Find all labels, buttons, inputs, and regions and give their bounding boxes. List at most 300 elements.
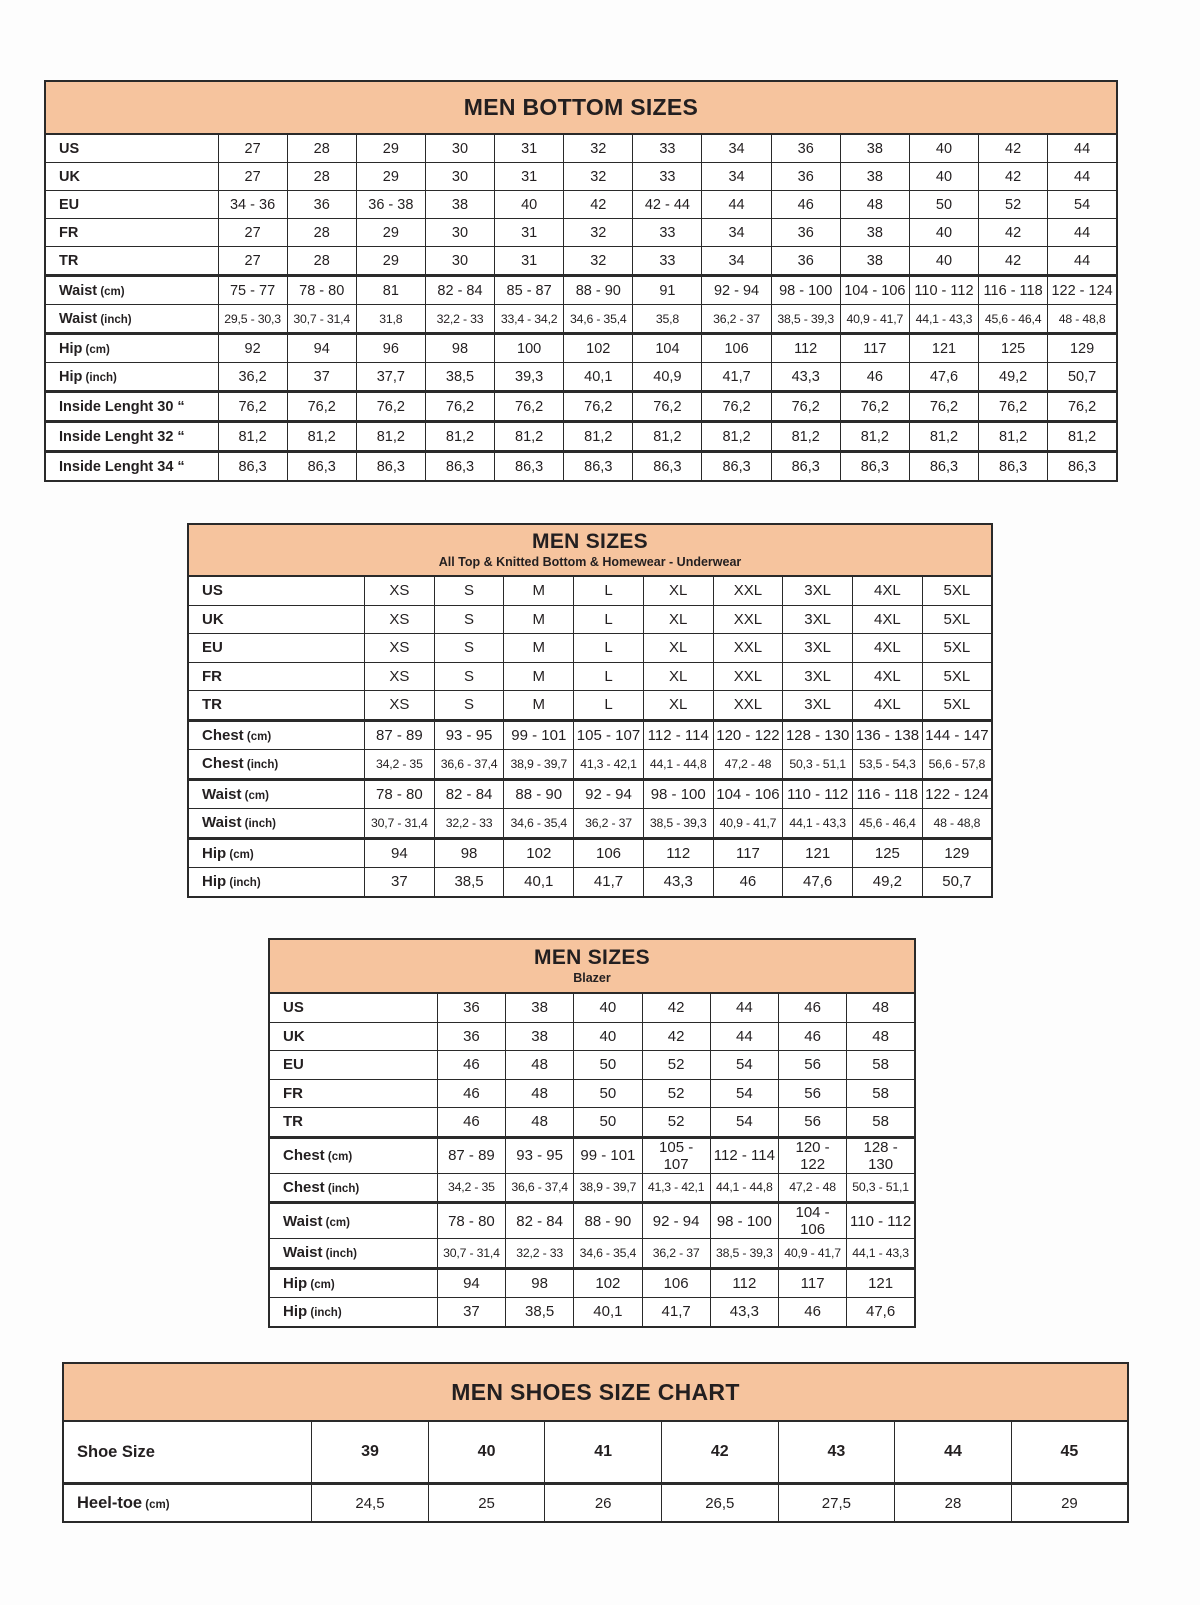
cell-value: 88 - 90 bbox=[574, 1203, 642, 1239]
row-label-text: Waist bbox=[59, 310, 98, 327]
cell-value: 36,6 - 37,4 bbox=[434, 750, 504, 780]
cell-value: 44 bbox=[1048, 219, 1117, 247]
cell-value: 36 - 38 bbox=[356, 191, 425, 219]
row-label bbox=[45, 334, 218, 363]
cell-value: 40,1 bbox=[574, 1298, 642, 1327]
cell-value: 42 bbox=[642, 993, 710, 1022]
cell-value: 38 bbox=[425, 191, 494, 219]
cell-value: 27 bbox=[218, 134, 287, 163]
cell-value: 34 bbox=[702, 134, 771, 163]
row-label-text: Hip bbox=[202, 844, 227, 862]
cell-value: 39,3 bbox=[495, 363, 564, 392]
table-row bbox=[269, 1298, 915, 1327]
cell-value: 85 - 87 bbox=[495, 276, 564, 305]
row-label bbox=[269, 1079, 437, 1108]
table-row bbox=[188, 779, 992, 809]
cell-value: S bbox=[434, 691, 504, 721]
cell-value: 78 - 80 bbox=[364, 779, 434, 809]
cell-value: 76,2 bbox=[356, 392, 425, 422]
row-label-text: Waist bbox=[283, 1244, 323, 1262]
cell-value: 41,7 bbox=[642, 1298, 710, 1327]
row-label bbox=[269, 1022, 437, 1051]
row-label-text: Waist bbox=[283, 1212, 323, 1230]
row-label-text: Shoe Size bbox=[77, 1442, 155, 1461]
cell-value: 33,4 - 34,2 bbox=[495, 305, 564, 334]
row-label bbox=[269, 1203, 437, 1239]
row-label bbox=[63, 1421, 312, 1484]
cell-value: 76,2 bbox=[218, 392, 287, 422]
row-label-text: US bbox=[283, 999, 304, 1017]
cell-value: 36 bbox=[771, 219, 840, 247]
row-label-text: TR bbox=[59, 252, 79, 269]
cell-value: 129 bbox=[922, 838, 992, 868]
cell-value: 144 - 147 bbox=[922, 720, 992, 750]
row-label-text: Hip bbox=[202, 873, 227, 891]
cell-value: 44 bbox=[1048, 163, 1117, 191]
cell-value: 31 bbox=[495, 247, 564, 276]
cell-value: 28 bbox=[895, 1484, 1012, 1523]
cell-value: 50,7 bbox=[1048, 363, 1117, 392]
row-label-text: Hip bbox=[59, 340, 83, 357]
cell-value: 48 bbox=[506, 1051, 574, 1080]
cell-value: 40,9 - 41,7 bbox=[840, 305, 909, 334]
cell-value: 98 - 100 bbox=[710, 1203, 778, 1239]
cell-value: 86,3 bbox=[633, 452, 702, 482]
cell-value: 3XL bbox=[783, 691, 853, 721]
cell-value: 41,3 - 42,1 bbox=[574, 750, 644, 780]
cell-value: 46 bbox=[437, 1108, 505, 1138]
row-label bbox=[45, 363, 218, 392]
row-label-text: US bbox=[59, 140, 80, 157]
cell-value: 54 bbox=[710, 1051, 778, 1080]
cell-value: 93 - 95 bbox=[506, 1137, 574, 1173]
cell-value: 50 bbox=[574, 1079, 642, 1108]
cell-value: 30 bbox=[425, 163, 494, 191]
cell-value: 36 bbox=[287, 191, 356, 219]
cell-value: 98 - 100 bbox=[771, 276, 840, 305]
cell-value: 39 bbox=[312, 1421, 429, 1484]
cell-value: 38,5 bbox=[425, 363, 494, 392]
row-label bbox=[45, 305, 218, 334]
cell-value: 54 bbox=[710, 1108, 778, 1138]
cell-value: 116 - 118 bbox=[853, 779, 923, 809]
cell-value: 31 bbox=[495, 219, 564, 247]
cell-value: 40 bbox=[909, 163, 978, 191]
table-subtitle: All Top & Knitted Bottom & Homewear - Underwear bbox=[438, 555, 742, 570]
cell-value: 4XL bbox=[853, 662, 923, 691]
cell-value: 56 bbox=[778, 1108, 846, 1138]
cell-value: 82 - 84 bbox=[506, 1203, 574, 1239]
cell-value: 81,2 bbox=[771, 422, 840, 452]
cell-value: 86,3 bbox=[218, 452, 287, 482]
cell-value: 48 bbox=[840, 191, 909, 219]
cell-value: 50,7 bbox=[922, 868, 992, 897]
cell-value: L bbox=[574, 634, 644, 663]
row-label-unit: (cm) bbox=[82, 343, 110, 356]
cell-value: 58 bbox=[847, 1108, 915, 1138]
cell-value: 120 - 122 bbox=[713, 720, 783, 750]
cell-value: 48 - 48,8 bbox=[1048, 305, 1117, 334]
cell-value: L bbox=[574, 662, 644, 691]
size-grid bbox=[187, 575, 993, 898]
row-label bbox=[188, 691, 364, 721]
table-row bbox=[269, 1137, 915, 1173]
cell-value: 106 bbox=[702, 334, 771, 363]
cell-value: 30 bbox=[425, 134, 494, 163]
cell-value: 75 - 77 bbox=[218, 276, 287, 305]
cell-value: 40 bbox=[909, 247, 978, 276]
cell-value: 42 bbox=[979, 247, 1048, 276]
size-grid bbox=[62, 1420, 1129, 1523]
row-label-text: EU bbox=[283, 1056, 304, 1074]
table-title: MEN SIZES bbox=[532, 529, 648, 553]
cell-value: 86,3 bbox=[425, 452, 494, 482]
cell-value: 30 bbox=[425, 247, 494, 276]
cell-value: 42 bbox=[979, 163, 1048, 191]
cell-value: 32,2 - 33 bbox=[506, 1239, 574, 1269]
cell-value: L bbox=[574, 691, 644, 721]
cell-value: 47,6 bbox=[909, 363, 978, 392]
cell-value: 36,6 - 37,4 bbox=[506, 1173, 574, 1203]
table-row bbox=[63, 1484, 1128, 1523]
cell-value: 102 bbox=[504, 838, 574, 868]
cell-value: 40,1 bbox=[564, 363, 633, 392]
cell-value: 33 bbox=[633, 163, 702, 191]
cell-value: 121 bbox=[909, 334, 978, 363]
row-label-unit: (inch) bbox=[307, 1307, 342, 1320]
cell-value: 110 - 112 bbox=[909, 276, 978, 305]
cell-value: 81,2 bbox=[702, 422, 771, 452]
cell-value: 99 - 101 bbox=[574, 1137, 642, 1173]
cell-value: 38,5 - 39,3 bbox=[710, 1239, 778, 1269]
cell-value: 82 - 84 bbox=[425, 276, 494, 305]
cell-value: 125 bbox=[853, 838, 923, 868]
cell-value: 32 bbox=[564, 247, 633, 276]
cell-value: 43,3 bbox=[710, 1298, 778, 1327]
cell-value: 42 bbox=[642, 1022, 710, 1051]
cell-value: 93 - 95 bbox=[434, 720, 504, 750]
row-label-text: Inside Lenght 30 “ bbox=[59, 398, 185, 415]
cell-value: 34,6 - 35,4 bbox=[574, 1239, 642, 1269]
cell-value: 87 - 89 bbox=[437, 1137, 505, 1173]
cell-value: 76,2 bbox=[1048, 392, 1117, 422]
cell-value: 41,3 - 42,1 bbox=[642, 1173, 710, 1203]
cell-value: XXL bbox=[713, 662, 783, 691]
row-label-text: Hip bbox=[59, 368, 83, 385]
cell-value: 42 bbox=[564, 191, 633, 219]
cell-value: 54 bbox=[1048, 191, 1117, 219]
cell-value: 27 bbox=[218, 219, 287, 247]
table-subtitle: Blazer bbox=[573, 971, 611, 986]
cell-value: 48 bbox=[506, 1108, 574, 1138]
table-row bbox=[45, 422, 1117, 452]
cell-value: 76,2 bbox=[425, 392, 494, 422]
table-men-sizes-top-underwear bbox=[187, 523, 993, 898]
table-row bbox=[188, 809, 992, 839]
row-label-text: Waist bbox=[202, 785, 242, 803]
cell-value: 81,2 bbox=[356, 422, 425, 452]
table-row bbox=[45, 134, 1117, 163]
row-label-text: TR bbox=[202, 696, 222, 714]
cell-value: 36 bbox=[437, 1022, 505, 1051]
cell-value: 50 bbox=[909, 191, 978, 219]
cell-value: 53,5 - 54,3 bbox=[853, 750, 923, 780]
table-row bbox=[45, 163, 1117, 191]
cell-value: 38 bbox=[840, 219, 909, 247]
table-row bbox=[269, 1203, 915, 1239]
cell-value: 46 bbox=[437, 1051, 505, 1080]
cell-value: 81,2 bbox=[218, 422, 287, 452]
cell-value: 36 bbox=[771, 163, 840, 191]
cell-value: 104 - 106 bbox=[840, 276, 909, 305]
cell-value: 34 - 36 bbox=[218, 191, 287, 219]
table-row bbox=[269, 1268, 915, 1298]
row-label bbox=[45, 219, 218, 247]
table-row bbox=[45, 191, 1117, 219]
cell-value: 96 bbox=[356, 334, 425, 363]
cell-value: 50 bbox=[574, 1051, 642, 1080]
cell-value: 56,6 - 57,8 bbox=[922, 750, 992, 780]
row-label-unit: (inch) bbox=[243, 759, 279, 772]
cell-value: 40 bbox=[909, 134, 978, 163]
row-label bbox=[188, 838, 364, 868]
cell-value: 44 bbox=[1048, 134, 1117, 163]
cell-value: 38 bbox=[840, 134, 909, 163]
row-label-unit: (cm) bbox=[322, 1216, 350, 1229]
cell-value: 44,1 - 44,8 bbox=[643, 750, 713, 780]
cell-value: 46 bbox=[778, 1022, 846, 1051]
cell-value: 44 bbox=[702, 191, 771, 219]
cell-value: 112 bbox=[643, 838, 713, 868]
table-title: MEN BOTTOM SIZES bbox=[463, 94, 699, 121]
cell-value: 81,2 bbox=[979, 422, 1048, 452]
row-label-unit: (inch) bbox=[241, 818, 276, 831]
cell-value: 88 - 90 bbox=[564, 276, 633, 305]
cell-value: 42 bbox=[661, 1421, 778, 1484]
cell-value: 87 - 89 bbox=[364, 720, 434, 750]
table-title: MEN SIZES bbox=[534, 945, 650, 969]
cell-value: 38,9 - 39,7 bbox=[504, 750, 574, 780]
cell-value: 122 - 124 bbox=[922, 779, 992, 809]
cell-value: 4XL bbox=[853, 576, 923, 605]
cell-value: 88 - 90 bbox=[504, 779, 574, 809]
cell-value: 117 bbox=[840, 334, 909, 363]
table-row bbox=[269, 1108, 915, 1138]
row-label-text: EU bbox=[59, 196, 80, 213]
cell-value: 36 bbox=[771, 247, 840, 276]
cell-value: 105 - 107 bbox=[642, 1137, 710, 1173]
cell-value: XL bbox=[643, 634, 713, 663]
cell-value: 43 bbox=[778, 1421, 895, 1484]
cell-value: 38 bbox=[840, 163, 909, 191]
cell-value: 5XL bbox=[922, 634, 992, 663]
row-label-text: UK bbox=[283, 1027, 305, 1045]
cell-value: 86,3 bbox=[840, 452, 909, 482]
cell-value: 54 bbox=[710, 1079, 778, 1108]
cell-value: 30,7 - 31,4 bbox=[437, 1239, 505, 1269]
row-label-text: Inside Lenght 34 “ bbox=[59, 458, 185, 475]
cell-value: 48 bbox=[847, 1022, 915, 1051]
row-label bbox=[188, 809, 364, 839]
table-title: MEN SHOES SIZE CHART bbox=[451, 1378, 740, 1405]
cell-value: 45,6 - 46,4 bbox=[979, 305, 1048, 334]
cell-value: 102 bbox=[564, 334, 633, 363]
cell-value: 41 bbox=[545, 1421, 662, 1484]
cell-value: 81,2 bbox=[287, 422, 356, 452]
cell-value: 44 bbox=[895, 1421, 1012, 1484]
row-label-unit: (inch) bbox=[324, 1182, 360, 1195]
cell-value: 47,6 bbox=[783, 868, 853, 897]
cell-value: 106 bbox=[642, 1268, 710, 1298]
cell-value: 91 bbox=[633, 276, 702, 305]
table-row bbox=[45, 452, 1117, 482]
cell-value: M bbox=[504, 691, 574, 721]
cell-value: 5XL bbox=[922, 605, 992, 634]
cell-value: 34 bbox=[702, 247, 771, 276]
cell-value: 41,7 bbox=[702, 363, 771, 392]
cell-value: 81,2 bbox=[909, 422, 978, 452]
cell-value: 36,2 - 37 bbox=[702, 305, 771, 334]
row-label-text: FR bbox=[202, 667, 222, 685]
cell-value: 37 bbox=[437, 1298, 505, 1327]
cell-value: 36 bbox=[437, 993, 505, 1022]
row-label-unit: (inch) bbox=[82, 371, 117, 384]
row-label bbox=[188, 750, 364, 780]
cell-value: 30,7 - 31,4 bbox=[287, 305, 356, 334]
row-label bbox=[188, 576, 364, 605]
cell-value: 36 bbox=[771, 134, 840, 163]
row-label-text: Heel-toe bbox=[77, 1493, 143, 1512]
cell-value: 104 - 106 bbox=[713, 779, 783, 809]
row-label-unit: (cm) bbox=[97, 285, 125, 298]
row-label bbox=[188, 868, 364, 897]
cell-value: 81,2 bbox=[564, 422, 633, 452]
row-label-text: Chest bbox=[202, 755, 244, 773]
cell-value: M bbox=[504, 662, 574, 691]
cell-value: 29 bbox=[356, 163, 425, 191]
cell-value: 86,3 bbox=[702, 452, 771, 482]
cell-value: 50 bbox=[574, 1108, 642, 1138]
cell-value: 38,5 - 39,3 bbox=[771, 305, 840, 334]
table-row bbox=[269, 1079, 915, 1108]
table-row bbox=[45, 334, 1117, 363]
cell-value: 45 bbox=[1011, 1421, 1128, 1484]
cell-value: 86,3 bbox=[356, 452, 425, 482]
cell-value: S bbox=[434, 605, 504, 634]
cell-value: XS bbox=[364, 605, 434, 634]
row-label-text: UK bbox=[202, 610, 224, 628]
cell-value: 48 bbox=[847, 993, 915, 1022]
cell-value: 44 bbox=[710, 1022, 778, 1051]
cell-value: 40,1 bbox=[504, 868, 574, 897]
cell-value: XXL bbox=[713, 576, 783, 605]
row-label-text: Hip bbox=[283, 1303, 308, 1321]
cell-value: 76,2 bbox=[287, 392, 356, 422]
cell-value: 43,3 bbox=[643, 868, 713, 897]
cell-value: 42 - 44 bbox=[633, 191, 702, 219]
cell-value: 116 - 118 bbox=[979, 276, 1048, 305]
cell-value: 128 - 130 bbox=[847, 1137, 915, 1173]
table-row bbox=[45, 305, 1117, 334]
cell-value: 32,2 - 33 bbox=[434, 809, 504, 839]
cell-value: 105 - 107 bbox=[574, 720, 644, 750]
row-label bbox=[188, 662, 364, 691]
row-label-text: EU bbox=[202, 639, 223, 657]
cell-value: 98 bbox=[506, 1268, 574, 1298]
cell-value: 121 bbox=[847, 1268, 915, 1298]
row-label-unit: (cm) bbox=[241, 789, 269, 802]
cell-value: 81 bbox=[356, 276, 425, 305]
cell-value: 110 - 112 bbox=[783, 779, 853, 809]
row-label bbox=[63, 1484, 312, 1523]
cell-value: 117 bbox=[778, 1268, 846, 1298]
cell-value: 47,6 bbox=[847, 1298, 915, 1327]
row-label bbox=[45, 247, 218, 276]
cell-value: S bbox=[434, 662, 504, 691]
row-label-text: FR bbox=[283, 1084, 303, 1102]
table-row bbox=[45, 276, 1117, 305]
table-row bbox=[45, 363, 1117, 392]
row-label bbox=[269, 1239, 437, 1269]
cell-value: 94 bbox=[364, 838, 434, 868]
table-row bbox=[188, 634, 992, 663]
cell-value: 27 bbox=[218, 163, 287, 191]
cell-value: L bbox=[574, 605, 644, 634]
cell-value: 34,2 - 35 bbox=[364, 750, 434, 780]
cell-value: 29 bbox=[356, 247, 425, 276]
cell-value: 38,5 bbox=[506, 1298, 574, 1327]
cell-value: 50,3 - 51,1 bbox=[847, 1173, 915, 1203]
cell-value: 104 bbox=[633, 334, 702, 363]
cell-value: 52 bbox=[642, 1079, 710, 1108]
cell-value: 4XL bbox=[853, 605, 923, 634]
row-label bbox=[188, 605, 364, 634]
cell-value: 29,5 - 30,3 bbox=[218, 305, 287, 334]
row-label bbox=[188, 634, 364, 663]
table-title-band bbox=[62, 1362, 1129, 1420]
table-men-sizes-blazer bbox=[268, 938, 916, 1328]
cell-value: 82 - 84 bbox=[434, 779, 504, 809]
cell-value: XL bbox=[643, 576, 713, 605]
cell-value: 38 bbox=[506, 1022, 574, 1051]
cell-value: 5XL bbox=[922, 576, 992, 605]
table-title-band bbox=[268, 938, 916, 992]
cell-value: 28 bbox=[287, 163, 356, 191]
cell-value: 47,2 - 48 bbox=[713, 750, 783, 780]
table-row bbox=[188, 868, 992, 897]
cell-value: 86,3 bbox=[287, 452, 356, 482]
cell-value: 26,5 bbox=[661, 1484, 778, 1523]
cell-value: XL bbox=[643, 662, 713, 691]
cell-value: 5XL bbox=[922, 662, 992, 691]
cell-value: 3XL bbox=[783, 662, 853, 691]
cell-value: 38 bbox=[840, 247, 909, 276]
cell-value: 44,1 - 43,3 bbox=[909, 305, 978, 334]
cell-value: 34 bbox=[702, 219, 771, 247]
cell-value: 49,2 bbox=[853, 868, 923, 897]
cell-value: 117 bbox=[713, 838, 783, 868]
row-label bbox=[45, 163, 218, 191]
cell-value: 24,5 bbox=[312, 1484, 429, 1523]
table-title-band bbox=[187, 523, 993, 575]
cell-value: L bbox=[574, 576, 644, 605]
size-grid bbox=[44, 133, 1118, 482]
table-title-band bbox=[44, 80, 1118, 133]
cell-value: 30,7 - 31,4 bbox=[364, 809, 434, 839]
cell-value: XL bbox=[643, 605, 713, 634]
row-label-text: Chest bbox=[283, 1178, 325, 1196]
cell-value: 52 bbox=[642, 1051, 710, 1080]
